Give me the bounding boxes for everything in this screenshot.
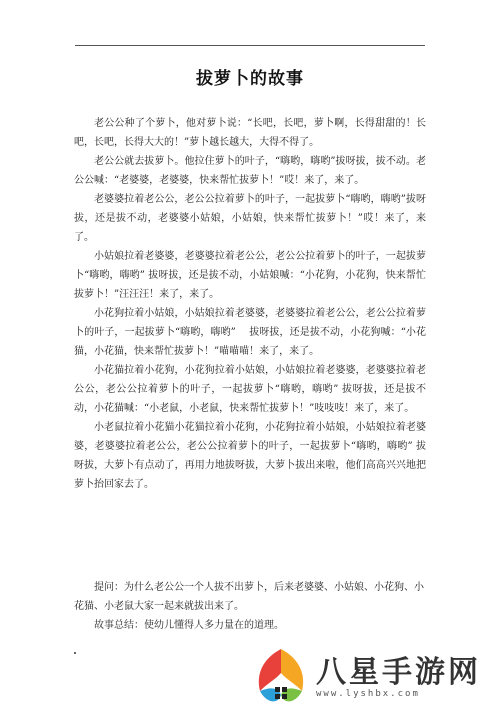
story-paragraph: 小花狗拉着小姑娘，小姑娘拉着老婆婆，老婆婆拉着老公公，老公公拉着萝卜的叶子，一起拔萝卜“嗨哟，嗨哟” 拔呀拔，还是拔不动，小花狗喊：“小花猫，小花猫，快来帮忙拔萝卜！”喵喵喵！来了，来了。 [74, 308, 426, 357]
story-paragraph: 小花猫拉着小花狗，小花狗拉着小姑娘，小姑娘拉着老婆婆，老婆婆拉着老公公，老公公拉着萝卜的叶子，一起拔萝卜“嗨哟，嗨哟” 拔呀拔，还是拔不动，小花猫喊：“小老鼠，小老鼠，快来帮忙拔萝卜！”吱吱吱！来了，来了。 [74, 365, 426, 414]
story-paragraph: 老公公种了个萝卜，他对萝卜说：“长吧，长吧，萝卜啊，长得甜甜的！长吧，长吧，长得大大的！”萝卜越长越大，大得不得了。 [74, 118, 426, 148]
story-paragraph: 老公公就去拔萝卜。他拉住萝卜的叶子，“嗨哟，嗨哟”拔呀拔，拔不动。老公公喊：“老婆婆，老婆婆，快来帮忙拔萝卜！”哎！来了，来了。 [74, 156, 426, 186]
story-paragraph: 老婆婆拉着老公公，老公公拉着萝卜的叶子，一起拔萝卜“嗨哟，嗨哟”拔呀拔，还是拔不动，老婆婆小姑娘，小姑娘，快来帮忙拔萝卜！”哎！来了，来了。 [74, 194, 426, 243]
summary-text: 故事总结：使幼儿懂得人多力量在的道理。 [94, 620, 284, 631]
site-logo-icon [250, 645, 312, 707]
story-body [74, 114, 426, 494]
page-dot [74, 652, 76, 654]
story-paragraph: 小姑娘拉着老婆婆，老婆婆拉着老公公，老公公拉着萝卜的叶子，一起拔萝卜“嗨哟，嗨哟” 拔呀拔，还是拔不动，小姑娘喊：“小花狗，小花狗，快来帮忙拔萝卜！”汪汪汪！来了，来了。 [74, 251, 426, 300]
question-text: 提问：为什么老公公一个人拔不出萝卜，后来老婆婆、小姑娘、小花狗、小花猫、小老鼠大家一起来就拔出来了。 [74, 582, 424, 612]
watermark-url: www.lyshbx.com [316, 689, 420, 699]
story-paragraph: 小老鼠拉着小花猫小花猫拉着小花狗，小花狗拉着小姑娘，小姑娘拉着老婆婆，老婆婆拉着老公公，老公公拉着萝卜的叶子，一起拔萝卜“嗨哟，嗨哟” 拔呀拔，大萝卜有点动了，再用力地拔呀拔，大萝卜拔出来啦，他们高高兴兴地把萝卜抬回家去了。 [74, 422, 426, 490]
header-divider [75, 45, 425, 46]
watermark-site-name: 八星手游网 [316, 655, 481, 690]
document-title: 拔萝卜的故事 [196, 69, 304, 89]
site-watermark [250, 645, 500, 708]
question-section [74, 578, 426, 635]
